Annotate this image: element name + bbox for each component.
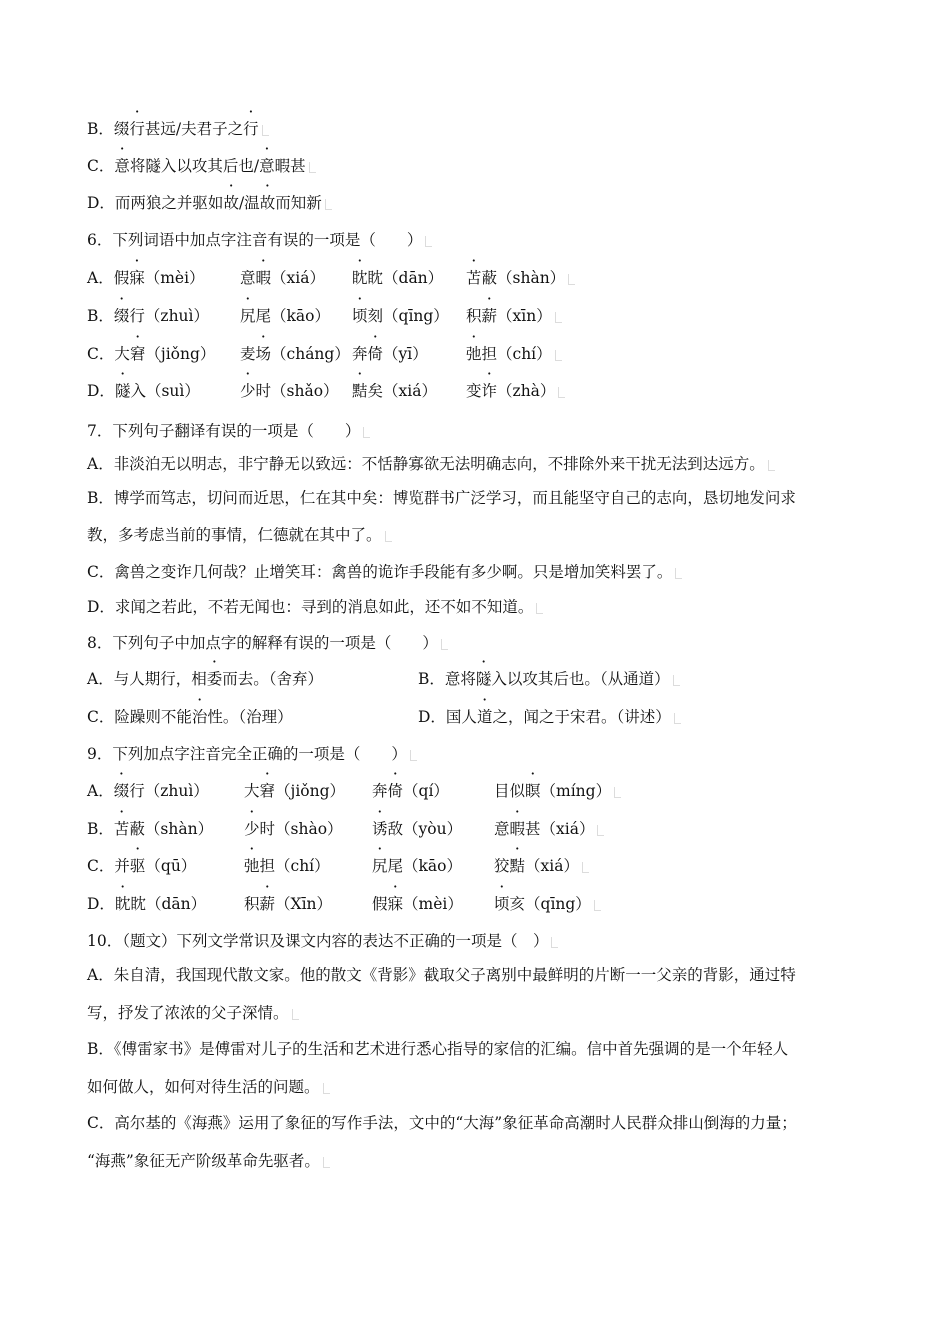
q8-a-dotted-char: 委 [206, 670, 223, 688]
q9-dotted-char: 倚 [387, 782, 404, 800]
paragraph-mark-icon [555, 312, 562, 323]
q8-d-text: 之，闻之于宋君。（讲述） [492, 708, 671, 726]
q9-dotted-char: 薪 [259, 895, 276, 913]
q6-option-item [240, 380, 339, 402]
q6-option-item [466, 343, 562, 365]
q6-option-label: A． [87, 269, 114, 287]
q9-item-text: 并 [114, 857, 130, 875]
q10-option-c-line1 [87, 1112, 797, 1134]
paragraph-mark-icon [568, 274, 575, 285]
q5-d-text: /温 [238, 194, 260, 212]
paragraph-mark-icon [555, 350, 562, 361]
q5-d-dotted-char: 故 [223, 194, 239, 212]
q10-option-a-line1 [87, 964, 796, 986]
q6-item-pinyin: （cháng） [271, 345, 350, 363]
q9-item-pinyin: 敌（yòu） [387, 820, 463, 838]
q6-item-pinyin: 矣（xiá） [367, 382, 437, 400]
paragraph-mark-icon [673, 675, 680, 686]
q6-option-item [87, 267, 205, 289]
paragraph-mark-icon [558, 387, 565, 398]
q8-option-b [418, 668, 680, 690]
q7-option-a [87, 453, 775, 475]
q9-item-pinyin: （Xīn） [275, 895, 333, 913]
q6-item-pinyin: 眈（dān） [367, 269, 444, 287]
paragraph-mark-icon [536, 603, 543, 614]
q6-item-text: 意 [240, 269, 256, 287]
q6-item-pinyin: 蔽（shàn） [481, 269, 566, 287]
q9-item-pinyin: 甚（xiá） [525, 820, 595, 838]
q10-b-text: 如何做人，如何对待生活的问题。 [87, 1078, 320, 1096]
q10-option-a-line2 [87, 1002, 299, 1024]
q8-stem [87, 632, 448, 654]
q7-stem-text: 7．下列句子翻译有误的一项是（ ） [87, 422, 361, 440]
q6-dotted-char: 黠 [352, 382, 368, 400]
q6-stem [87, 229, 432, 251]
q5-c-text: 将隧入以攻其后也/ [129, 157, 260, 175]
q9-option-item [244, 855, 330, 877]
q6-dotted-char: 缀 [113, 307, 130, 325]
q9-dotted-char: 尻 [372, 857, 388, 875]
q7-option-b-line1 [87, 487, 796, 509]
q10-c-text: C．高尔基的《海燕》运用了象征的写作手法，文中的“大海”象征革命高潮时人民群众排山倒海的力量； [87, 1114, 797, 1132]
q6-item-pinyin: 时（shǎo） [255, 382, 339, 400]
q6-item-text: 积 [466, 307, 482, 325]
q6-option-item [240, 305, 330, 327]
q9-dotted-char: 窘 [259, 782, 276, 800]
q10-option-b-line2 [87, 1076, 330, 1098]
q6-dotted-char: 苫 [466, 269, 482, 287]
q6-item-text: 麦 [240, 345, 256, 363]
q8-b-text: 入以攻其后也。（从通道） [491, 670, 670, 688]
q9-option-label: C． [87, 857, 115, 875]
q8-option-a [87, 668, 323, 690]
q9-item-pinyin: 担（chí） [259, 857, 330, 875]
q6-dotted-char: 隧 [114, 382, 131, 400]
q10-option-c-line2 [87, 1150, 330, 1172]
q9-item-pinyin: （míng） [540, 782, 612, 800]
paragraph-mark-icon [262, 125, 269, 136]
q9-option-item [494, 780, 621, 802]
q6-item-text: 奔 [352, 345, 368, 363]
q8-option-d [418, 706, 681, 728]
q5-d-dotted-char: 故 [259, 194, 276, 212]
q10-a-text: A．朱自清，我国现代散文家。他的散文《背影》截取父子离别中最鲜明的片断一一父亲的背影，通过特 [87, 966, 796, 984]
q6-option-item [466, 305, 562, 327]
q6-item-pinyin: （xiá） [271, 269, 325, 287]
q9-option-item [244, 780, 345, 802]
q6-dotted-char: 诈 [481, 382, 498, 400]
q9-dotted-char: 苫 [113, 820, 130, 838]
q9-option-item [87, 855, 196, 877]
q8-b-text: B．意将 [418, 670, 476, 688]
q7-option-b-line2 [87, 524, 392, 546]
q8-stem-text: 8．下列句子中加点字的解释有误的一项是（ ） [87, 634, 438, 652]
paragraph-mark-icon [594, 900, 601, 911]
q9-stem-text: 9．下列加点字注音完全正确的一项是（ ） [87, 745, 407, 763]
q9-item-pinyin: （jiǒng） [275, 782, 346, 800]
q5-c-dotted-char: 意 [259, 157, 275, 175]
q6-option-item [240, 267, 325, 289]
q5-c-dotted-char: 意 [114, 157, 130, 175]
q9-dotted-char: 暇 [509, 820, 526, 838]
q6-option-item [87, 343, 215, 365]
q6-item-pinyin: （xīn） [497, 307, 552, 325]
q9-option-item [87, 893, 206, 915]
q9-item-text: 意 [494, 820, 510, 838]
q9-option-item [494, 855, 589, 877]
q6-option-item [466, 267, 575, 289]
q6-dotted-char: 顷 [352, 307, 368, 325]
q6-option-item [240, 343, 350, 365]
q9-dotted-char: 驱 [129, 857, 146, 875]
q6-item-pinyin: （zhà） [497, 382, 556, 400]
q6-stem-text: 6．下列词语中加点字注音有误的一项是（ ） [87, 231, 423, 249]
q5-option-d [87, 192, 332, 214]
q6-item-pinyin: 担（chí） [481, 345, 552, 363]
q6-item-pinyin: 刻（qīng） [367, 307, 449, 325]
q6-option-item [352, 343, 428, 365]
q6-item-text: 大 [114, 345, 130, 363]
q9-item-pinyin: 亥（qīng） [509, 895, 591, 913]
q8-d-text: D．国人 [418, 708, 477, 726]
q6-dotted-char: 窘 [129, 345, 146, 363]
q5-b-text: 甚远/夫君子之 [144, 120, 244, 138]
paragraph-mark-icon [309, 162, 316, 173]
q10-option-b-line1 [87, 1038, 788, 1060]
q9-option-label: A． [87, 782, 114, 800]
q10-b-text: B．《傅雷家书》是傅雷对儿子的生活和艺术进行悉心指导的家信的汇编。信中首先强调的是一个年轻人 [87, 1040, 789, 1058]
q6-option-item [87, 305, 209, 327]
q6-item-pinyin: 尾（kāo） [255, 307, 330, 325]
q9-option-item [372, 780, 449, 802]
q5-c-text: C． [87, 157, 115, 175]
q8-c-text: 性。（治理） [207, 708, 293, 726]
paragraph-mark-icon [292, 1009, 299, 1020]
q9-option-item [244, 818, 343, 840]
q9-item-text: 积 [244, 895, 260, 913]
q6-option-item [466, 380, 565, 402]
q6-option-item [352, 267, 443, 289]
q6-option-label: C． [87, 345, 115, 363]
q10-c-text: “海燕”象征无产阶级革命先驱者。 [87, 1152, 320, 1170]
q8-c-text: C．险躁则不能 [87, 708, 192, 726]
q9-item-pinyin: （mèi） [403, 895, 463, 913]
q7-a-text: A．非淡泊无以明志，非宁静无以致远：不恬静寡欲无法明确志向，不排除外来干扰无法到达远方。 [87, 455, 765, 473]
q7-d-text: D．求闻之若此，不若无闻也：寻到的消息如此，还不如不知道。 [87, 598, 534, 616]
q5-d-text: D．而两狼之并驱如 [87, 194, 224, 212]
q9-option-item [494, 818, 604, 840]
q6-item-pinyin: （mèi） [144, 269, 205, 287]
q5-c-text: 暇甚 [274, 157, 306, 175]
q5-d-text: 而知新 [275, 194, 322, 212]
q6-dotted-char: 寐 [129, 269, 145, 287]
q6-option-label: D． [87, 382, 115, 400]
q9-option-item [87, 818, 213, 840]
q9-dotted-char: 诱 [372, 820, 388, 838]
q9-option-item [372, 893, 463, 915]
paragraph-mark-icon [323, 1083, 330, 1094]
q5-option-c [87, 155, 316, 177]
q8-c-dotted-char: 治 [191, 708, 208, 726]
q5-b-dotted-char: 行 [129, 120, 145, 138]
q6-item-pinyin: 行（zhuì） [129, 307, 209, 325]
q9-dotted-char: 寐 [387, 895, 404, 913]
paragraph-mark-icon [441, 639, 448, 650]
paragraph-mark-icon [675, 568, 682, 579]
q6-item-pinyin: 入（suì） [130, 382, 200, 400]
q6-dotted-char: 少 [240, 382, 256, 400]
paragraph-mark-icon [582, 862, 589, 873]
q9-item-text: 大 [244, 782, 260, 800]
q7-option-c [87, 561, 682, 583]
q5-b-text: B．缀 [87, 120, 130, 138]
q9-item-pinyin: （xiá） [525, 857, 579, 875]
q6-item-pinyin: （yī） [383, 345, 428, 363]
q5-option-b [87, 118, 269, 140]
q6-dotted-char: 弛 [466, 345, 482, 363]
q10-a-text: 写，抒发了浓浓的父子深情。 [87, 1004, 289, 1022]
q9-option-item [372, 818, 462, 840]
q8-b-dotted-char: 隧 [475, 670, 492, 688]
q9-option-label: D． [87, 895, 115, 913]
paragraph-mark-icon [363, 427, 370, 438]
q6-item-pinyin: （jiǒng） [145, 345, 216, 363]
paragraph-mark-icon [597, 825, 604, 836]
q9-dotted-char: 顷 [494, 895, 510, 913]
q9-item-text: 假 [372, 895, 388, 913]
q6-dotted-char: 场 [255, 345, 272, 363]
q8-a-text: 而去。（舍弃） [222, 670, 323, 688]
q9-dotted-char: 眈 [114, 895, 131, 913]
q9-item-pinyin: 眈（dān） [130, 895, 207, 913]
paragraph-mark-icon [325, 199, 332, 210]
q6-dotted-char: 尻 [240, 307, 256, 325]
q7-c-text: C．禽兽之变诈几何哉？止增笑耳：禽兽的诡诈手段能有多少啊。只是增加笑料罢了。 [87, 563, 673, 581]
paragraph-mark-icon [768, 460, 775, 471]
q9-option-label: B． [87, 820, 114, 838]
paragraph-mark-icon [674, 713, 681, 724]
q6-option-item [87, 380, 200, 402]
q6-item-text: 假 [113, 269, 130, 287]
paragraph-mark-icon [425, 236, 432, 247]
q9-item-text: 目似 [494, 782, 526, 800]
q9-item-pinyin: 蔽（shàn） [129, 820, 214, 838]
q9-item-pinyin: （qí） [403, 782, 449, 800]
paragraph-mark-icon [410, 750, 417, 761]
q9-item-pinyin: （qū） [145, 857, 197, 875]
paragraph-mark-icon [385, 531, 392, 542]
q9-dotted-char: 弛 [244, 857, 260, 875]
q6-option-item [352, 380, 437, 402]
q10-stem-text: 10．（题文）下列文学常识及课文内容的表达不正确的一项是（ ） [87, 932, 549, 950]
q6-item-text: 变 [466, 382, 482, 400]
q9-item-pinyin: 时（shào） [259, 820, 343, 838]
q9-item-pinyin: 行（zhuì） [129, 782, 209, 800]
q6-dotted-char: 眈 [352, 269, 368, 287]
paragraph-mark-icon [614, 787, 621, 798]
q6-option-label: B． [87, 307, 114, 325]
q9-option-item [494, 893, 601, 915]
q9-item-pinyin: 尾（kāo） [387, 857, 462, 875]
q7-stem [87, 420, 370, 442]
q9-option-item [87, 780, 209, 802]
paragraph-mark-icon [551, 937, 558, 948]
q9-item-text: 狡 [494, 857, 510, 875]
q9-item-text: 奔 [372, 782, 388, 800]
q9-stem [87, 743, 417, 765]
q5-b-dotted-char: 行 [243, 120, 259, 138]
q7-option-d [87, 596, 543, 618]
q8-a-text: A．与人期行，相 [87, 670, 207, 688]
paragraph-mark-icon [323, 1157, 330, 1168]
q7-b-text: 教，多考虑当前的事情，仁德就在其中了。 [87, 526, 382, 544]
q8-option-c [87, 706, 293, 728]
q8-d-dotted-char: 道 [476, 708, 493, 726]
q10-stem [87, 930, 558, 952]
q6-dotted-char: 暇 [255, 269, 272, 287]
q6-option-item [352, 305, 449, 327]
q9-dotted-char: 黠 [509, 857, 526, 875]
q9-dotted-char: 瞑 [525, 782, 541, 800]
q9-option-item [244, 893, 332, 915]
q6-dotted-char: 倚 [367, 345, 384, 363]
q9-dotted-char: 缀 [113, 782, 130, 800]
q9-dotted-char: 少 [244, 820, 260, 838]
q9-option-item [372, 855, 462, 877]
q6-dotted-char: 薪 [481, 307, 498, 325]
q7-b-text: B．博学而笃志，切问而近思，仁在其中矣：博览群书广泛学习，而且能坚守自己的志向，恳切地发问求 [87, 489, 796, 507]
